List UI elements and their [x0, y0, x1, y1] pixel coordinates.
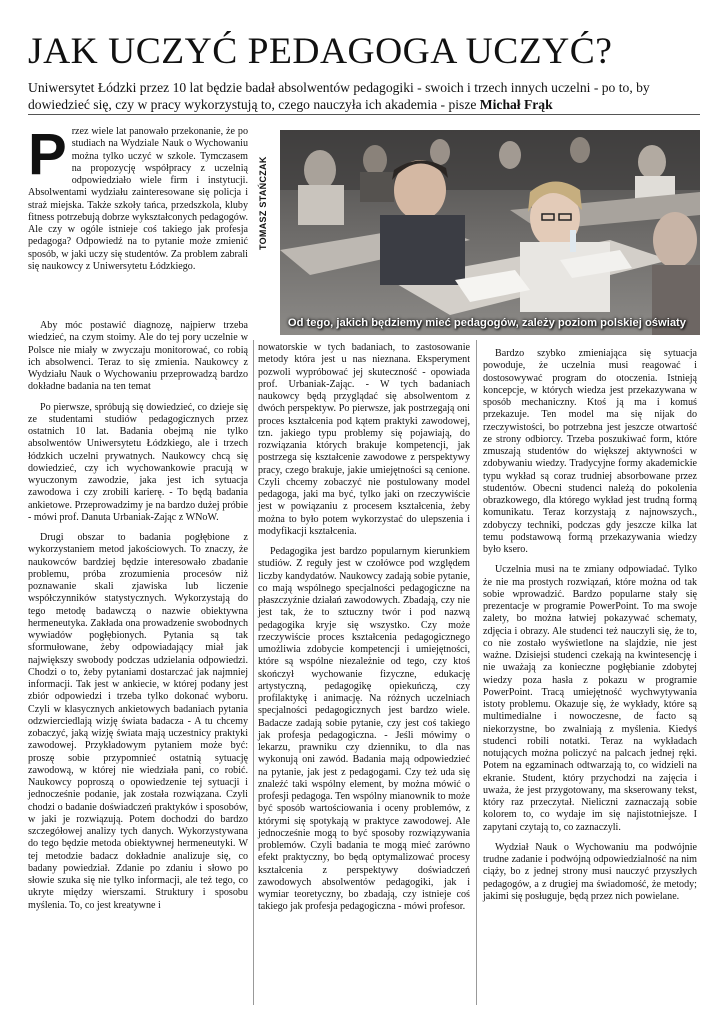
article-paragraph: Pedagogika jest bardzo popularnym kierunkiem studiów. Z reguły jest w czołówce pod względem liczby kandydatów. Naukowcy zadają sobie pytanie, co mają wspólnego specjalności pedagogiczne na płaszczyźnie działań zawodowych. Zbadają, czy nie jest tak, że to sztuczny twór i pod nazwą pedagogika kryje się wszystko. Czy może rzeczywiście proces kształcenia pedagogicznego umożliwia zdobycie kompetencji i umiejętności, które są wspólne niezależnie od tego, czy ktoś skończył wychowanie fizyczne, edukację artystyczną, pedagogikę opiekuńczą, czy profilaktykę i animację. Na różnych uczelniach specjalności pedagogicznych jest bardzo wiele. Badacze zadają sobie pytanie, czy jest coś takiego jak profesja pedagogiczna. - Jeśli mówimy o lekarzu, prawniku czy dzienniku, to dla nas wykonują oni zawód. Badania mają odpowiedzieć na pytanie, jak jest z pedagogami. Czy też uda się znaleźć taki wspólny element, by można mówić o profesji pedagoga. Ten wspólny mianownik to może być sposób wartościowania i oceny problemów, z którymi się spotykają w praktyce zawodowej. Ale jednocześnie mogą to być sposoby rozwiązywania problemów. Czyli badania te mogą mieć zarówno efekt praktyczny, bo będą optymalizować procesy kształcenia z perspektywy doświadczeń zawodowych absolwentów pedagogiki, jak i wymiar teoretyczny, bo zbadają, czy istnieje coś takiego jak profesja pedagogiczna - mówi profesor. — [258, 546, 470, 913]
author-byline: Michał Frąk — [479, 96, 553, 112]
article-paragraph: Wydział Nauk o Wychowaniu ma podwójnie trudne zadanie i podwójną odpowiedzialność na nim ciąży, bo z jednej strony musi nauczyć przyszłych pedagogów, a z drugiej ma świadomość, że metody; jakimi się posługuje, będą przez nich powielane. — [483, 841, 697, 902]
classroom-photo — [280, 130, 700, 335]
article-column-1 — [28, 320, 248, 920]
photo-credit-text: TOMASZ STAŃCZAK — [258, 156, 268, 250]
article-paragraph: Bardzo szybko zmieniająca się sytuacja powoduje, że uczelnia musi reagować i dostosowywać program do otoczenia. Istnieją koncepcje, w których wiedza jest przekazywana w sposób mechaniczny. Ktoś ją ma i komuś przekazuje. Ten model ma się nijak do rzeczywistości, bo potrzebna jest jeszcze otwartość ze strony odbiorcy. Trzeba poszukiwać form, które zmuszają studentów do większej aktywności w zdobywaniu wiedzy. Tradycyjne formy akademickie typu wykład są coraz trudniej absorbowane przez studentów. Obecni studenci należą do pokolenia obrazkowego, dla którego wykład jest trudną formą komunikatu. Teraz korzystają z najnowszych., zdobyczy techniki, podczas gdy jeszcze kilka lat temu podstawową formą przekazywania wiedzy było ksero. — [483, 348, 697, 555]
article-paragraph: Uczelnia musi na te zmiany odpowiadać. Tylko że nie ma prostych rozwiązań, które można od tak sobie wprowadzić. Bardzo popularne stały się prezentacje w programie PowerPoint. To ma swoje zalety, bo można łatwiej pokazywać schematy, zdjęcia i obrazy. Ale studenci też nauczyli się, że to, co nie zostało wyświetlone na slajdzie, nie jest ważne. Dzisiejsi studenci czekają na kwintesencję i nie uważają za konieczne pogłębianie zdobytej wiedzy poza hasła z pokazu w programie PowerPoint. Tracą umiejętność wychwytywania istoty problemu. Okazuje się, że wykłady, które są multimedialne i nowoczesne, de facto są niekorzystne, bo zwalniają z myślenia. Kiedyś studenci robili notatki. Teraz na wykładach notujących można policzyć na palcach jednej ręki. Potem na egzaminach odtwarzają to, co widzieli na ekranie. Student, który przychodzi na zajęcia i uważa, że jest przygotowany, ma skserowany tekst, który raz przeczytał. Nieliczni zaznaczają sobie kolorem to, co wydaje im się najistotniejsze. I zapytani czytają to, co zaznaczyli. — [483, 564, 697, 833]
article-paragraph: Aby móc postawić diagnozę, najpierw trzeba wiedzieć, na czym stoimy. Ale do tej pory uczelnie w Polsce nie miały w zwyczaju monitorować, co robią ich absolwenci. Teraz to się zmienia. Naukowcy z Wydziału Nauk o Wychowaniu przeprowadzą bardzo dokładne badania na ten temat — [28, 320, 248, 393]
column-divider — [476, 340, 477, 1005]
photo-credit — [252, 130, 276, 250]
article-column-3 — [483, 348, 697, 911]
article-column-1-top — [28, 122, 248, 281]
article-paragraph: Drugi obszar to badania pogłębione z wykorzystaniem metod jakościowych. To znaczy, że naukowców bardziej będzie interesowało zbadanie problemu, próba zrozumienia procesów niż poznawanie skali zjawiska lub liczenie współczynników statystycznych. Wykorzystają do tego metodę badawczą o nazwie obiektywna hermeneutyka. Zakłada ona prowadzenie swobodnych wywiadów pogłębionych. Pytania są tak sformułowane, żeby odpowiadający miał jak największy swobody podczas udzielania odpowiedzi. Chodzi o to, żeby pytaniami dostarczać jak najmniej informacji. Tak jest w ankiecie, w której podany jest zbiór odpowiedzi i trzeba tylko dokonać wyboru. Czyli w klasycznych ankietowych badaniach pytania odzwierciedlają wizję świata badacza - A tu chcemy zobaczyć, jaką wizję świata mają uczestnicy praktyki zawodowej. Przykładowym pytaniem może być: proszę sobie przypomnieć ostatnią sytuację zawodową, w której nie wiedziała pani, co robić. Naukowcy poproszą o opowiedzenie tej sytuacji i jednocześnie podanie, jak została rozwiązana. Czyli chodzi o badanie doświadczeń praktyków i sposobów, w jaki je rozwiązują. Potem dochodzi do bardzo szczegółowej analizy tych danych. Wykorzystywana do tego będzie metoda obiektywnej hermeneutyki. W tej metodzie badacz dokładnie analizuje się, co badany powiedział. Zdanie po zdaniu i słowo po słowie szuka się nie tylko informacji, ale też tego, co ukryte między wierszami. Struktury i sposobu myślenia. To, co jest kreatywne i — [28, 532, 248, 911]
drop-cap: P — [28, 122, 67, 187]
lead-paragraph — [28, 80, 700, 113]
column-divider — [253, 340, 254, 1005]
article-column-2 — [258, 342, 470, 922]
classroom-photo-illustration — [280, 130, 700, 335]
headline: JAK UCZYĆ PEDAGOGA UCZYĆ? — [28, 31, 613, 72]
article-paragraph: nowatorskie w tych badaniach, to zastosowanie metody która jest u nas nieznana. Eksperyment pozwoli wypróbować jej skuteczność - opowiada prof. Urbaniak-Zając. - W tych badaniach naukowcy będą przyglądać się absolwentom z dwóch perspektyw. Po pierwsze, jak postrzegają oni proces kształcenia pod kątem praktyki zawodowej, tzn. jakiego typu problemy się pojawiają, do rozwiązania których brakuje kompetencji, jak postrzega się kształcenie zawodowe z perspektywy pracy, czego brakuje, jakie umiejętności są cenione. Czyli chcemy zobaczyć nie postulowany model pedagoga, jaki ma być, tylko jaki on rzeczywiście jest w powiązaniu z procesem kształcenia, żeby można to było potem wykorzystać do ulepszenia i modyfikacji kształcenia. — [258, 342, 470, 537]
lead-text: Uniwersytet Łódzki przez 10 lat będzie badał absolwentów pedagogiki - swoich i trzech innych uczelni - po to, by dowiedzieć się, czy w pracy wykorzystują to, czego nauczyła ich akademia - pisze — [28, 80, 650, 112]
photo-caption: Od tego, jakich będziemy mieć pedagogów, zależy poziom polskiej oświaty — [287, 317, 686, 329]
headline-rule — [28, 114, 700, 115]
article-paragraph: rzez wiele lat panowało przekonanie, że po studiach na Wydziale Nauk o Wychowaniu można tylko uczyć w szkole. Tymczasem na propozycję współpracy z uczelnią odpowiedziało wiele firm i instytucji. Absolwentami wydziału zainteresowane się policja i straż miejska. Także szkoły tańca, przedszkola, kluby fitness potrzebują dobrze wykształconych pedagogów. Ale czy w ogóle istnieje coś takiego jak profesja pedagoga? Odpowiedź na to pytanie może zmienić sposób, w jaki uczy się studentów. Za problem zabrali się naukowcy z Uniwersytetu Łódzkiego. — [28, 126, 248, 272]
article-paragraph: Po pierwsze, spróbują się dowiedzieć, co dzieje się ze studentami studiów pedagogicznych przez ostatnich 10 lat. Badania obejmą nie tylko absolwentów Uniwersytetu Łódzkiego, ale i trzech łódzkich uczelni prywatnych. Naukowcy chcą się dowiedzieć, czy ich wychowankowie pracują w wyuczonym zawodzie, jaka jest ich sytuacja zawodowa i czy zrobili karierę. - To będą badania ankietowe. Przeprowadzimy je na bardzo dużej próbie - mówi prof. Danuta Urbaniak-Zając z WNoW. — [28, 401, 248, 523]
